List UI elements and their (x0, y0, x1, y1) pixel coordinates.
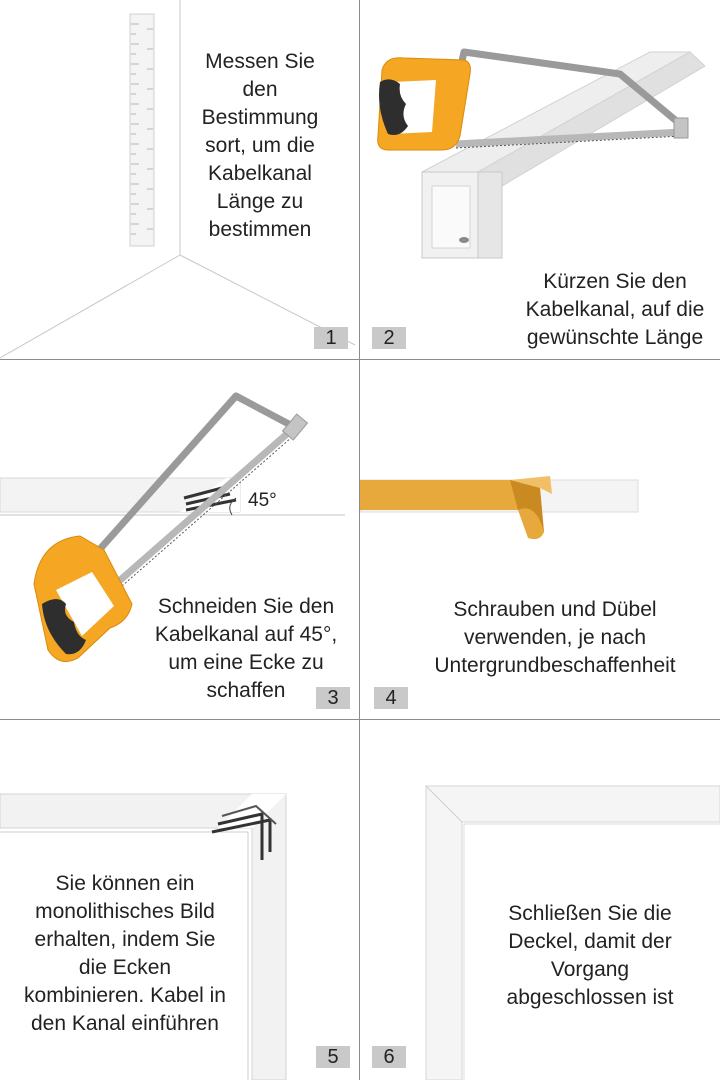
step-3-panel (0, 360, 360, 720)
step-6-number-badge: 6 (372, 1046, 406, 1068)
step-6-panel (360, 720, 720, 1080)
step-4-caption: Schrauben und Dübel verwenden, je nach Untergrundbeschaffenheit (434, 598, 676, 677)
step-6-caption: Schließen Sie die Deckel, damit der Vorgang abgeschlossen ist (506, 902, 674, 1009)
step-1-number-badge: 1 (314, 327, 348, 349)
horizontal-divider-1 (0, 359, 720, 360)
step-5-panel (0, 720, 360, 1080)
step-2-number-badge: 2 (372, 327, 406, 349)
step-3-caption: Schneiden Sie den Kabelkanal auf 45°, um eine Ecke zu schaffen (154, 595, 338, 702)
horizontal-divider-2 (0, 719, 720, 720)
step-4-panel (360, 360, 720, 720)
step-1-caption: Messen Sie den Bestimmung sort, um die Kabelkanal Länge zu bestimmen (201, 50, 319, 241)
vertical-divider (359, 0, 360, 1080)
angle-label: 45° (248, 490, 277, 511)
step-3-number-badge: 3 (316, 687, 350, 709)
step-5-number-badge: 5 (316, 1046, 350, 1068)
step-5-caption: Sie können ein monolithisches Bild erhalten, indem Sie die Ecken kombinieren. Kabel in den Kanal einführen (24, 872, 226, 1035)
step-2-caption: Kürzen Sie den Kabelkanal, auf die gewünschte Länge (525, 270, 705, 349)
step-4-number-badge: 4 (374, 687, 408, 709)
step-1-panel (0, 0, 360, 360)
step-2-panel (360, 0, 720, 360)
